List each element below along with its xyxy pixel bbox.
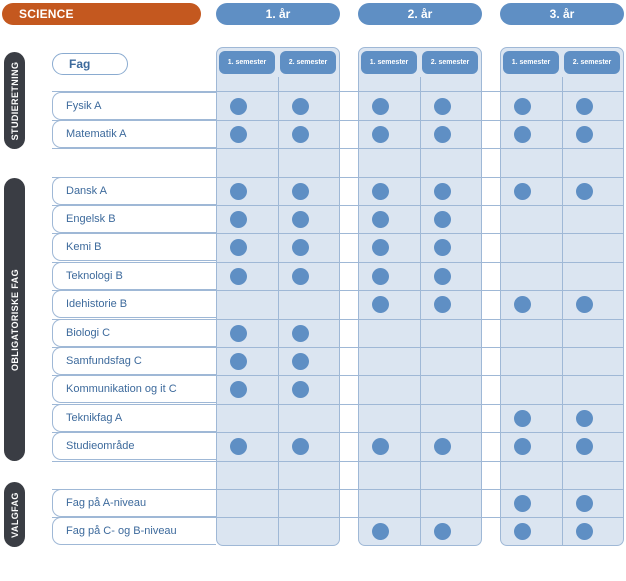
dot-marker <box>230 98 247 115</box>
group-label-text: STUDIERETNING <box>9 61 20 140</box>
dot-marker <box>372 296 389 313</box>
dot-marker <box>292 98 309 115</box>
semester-header: 2. semester <box>564 51 620 74</box>
dot-marker <box>292 325 309 342</box>
dot-marker <box>230 126 247 143</box>
dot-marker <box>292 438 309 455</box>
subject-row-label: Fag på A-niveau <box>52 489 216 517</box>
dot-marker <box>576 296 593 313</box>
group-label-text: VALGFAG <box>9 491 20 538</box>
dot-marker <box>292 268 309 285</box>
dot-marker <box>230 183 247 200</box>
subject-row-label: Engelsk B <box>52 205 216 233</box>
dot-marker <box>514 495 531 512</box>
group-label-1 <box>4 52 25 149</box>
subject-row-label: Fag på C- og B-niveau <box>52 517 216 545</box>
dot-marker <box>434 126 451 143</box>
row-divider <box>52 148 624 149</box>
dot-marker <box>576 438 593 455</box>
subject-row-label: Studieområde <box>52 432 216 460</box>
group-label-2 <box>4 178 25 461</box>
dot-marker <box>230 353 247 370</box>
row-divider <box>52 461 624 462</box>
dot-marker <box>372 98 389 115</box>
dot-marker <box>230 211 247 228</box>
dot-marker <box>230 239 247 256</box>
semester-header: 1. semester <box>361 51 417 74</box>
program-title: SCIENCE <box>2 3 201 25</box>
dot-marker <box>514 98 531 115</box>
dot-marker <box>372 438 389 455</box>
dot-marker <box>514 183 531 200</box>
dot-marker <box>514 126 531 143</box>
dot-marker <box>434 183 451 200</box>
dot-marker <box>292 183 309 200</box>
dot-marker <box>230 268 247 285</box>
subject-row-label: Fysik A <box>52 92 216 120</box>
subject-row-label: Teknologi B <box>52 262 216 290</box>
subject-row-label: Idehistorie B <box>52 290 216 318</box>
group-label-text: OBLIGATORISKE FAG <box>9 268 20 371</box>
dot-marker <box>372 211 389 228</box>
dot-marker <box>434 98 451 115</box>
subject-row-label: Dansk A <box>52 177 216 205</box>
dot-marker <box>372 239 389 256</box>
group-label-3 <box>4 482 25 547</box>
dot-marker <box>576 126 593 143</box>
dot-marker <box>372 523 389 540</box>
dot-marker <box>576 495 593 512</box>
dot-marker <box>230 325 247 342</box>
dot-marker <box>514 523 531 540</box>
semester-header: 2. semester <box>280 51 336 74</box>
dot-marker <box>372 183 389 200</box>
subject-row-label: Kommunikation og it C <box>52 375 216 403</box>
dot-marker <box>576 98 593 115</box>
subject-row-label: Teknikfag A <box>52 404 216 432</box>
dot-marker <box>230 381 247 398</box>
dot-marker <box>576 523 593 540</box>
year-header-1: 1. år <box>216 3 340 25</box>
dot-marker <box>434 268 451 285</box>
dot-marker <box>230 438 247 455</box>
semester-header: 1. semester <box>503 51 559 74</box>
subject-row-label: Matematik A <box>52 120 216 148</box>
dot-marker <box>514 410 531 427</box>
semester-header: 2. semester <box>422 51 478 74</box>
dot-marker <box>576 183 593 200</box>
dot-marker <box>292 126 309 143</box>
dot-marker <box>372 268 389 285</box>
dot-marker <box>434 211 451 228</box>
dot-marker <box>292 239 309 256</box>
dot-marker <box>514 296 531 313</box>
dot-marker <box>434 239 451 256</box>
dot-marker <box>434 523 451 540</box>
dot-marker <box>372 126 389 143</box>
year-header-2: 2. år <box>358 3 482 25</box>
subject-row-label: Kemi B <box>52 233 216 261</box>
dot-marker <box>576 410 593 427</box>
dot-marker <box>292 211 309 228</box>
year-header-3: 3. år <box>500 3 624 25</box>
dot-marker <box>434 438 451 455</box>
dot-marker <box>514 438 531 455</box>
dot-marker <box>292 381 309 398</box>
fag-header: Fag <box>52 53 128 75</box>
dot-marker <box>434 296 451 313</box>
subject-row-label: Biologi C <box>52 319 216 347</box>
dot-marker <box>292 353 309 370</box>
subject-row-label: Samfundsfag C <box>52 347 216 375</box>
semester-header: 1. semester <box>219 51 275 74</box>
